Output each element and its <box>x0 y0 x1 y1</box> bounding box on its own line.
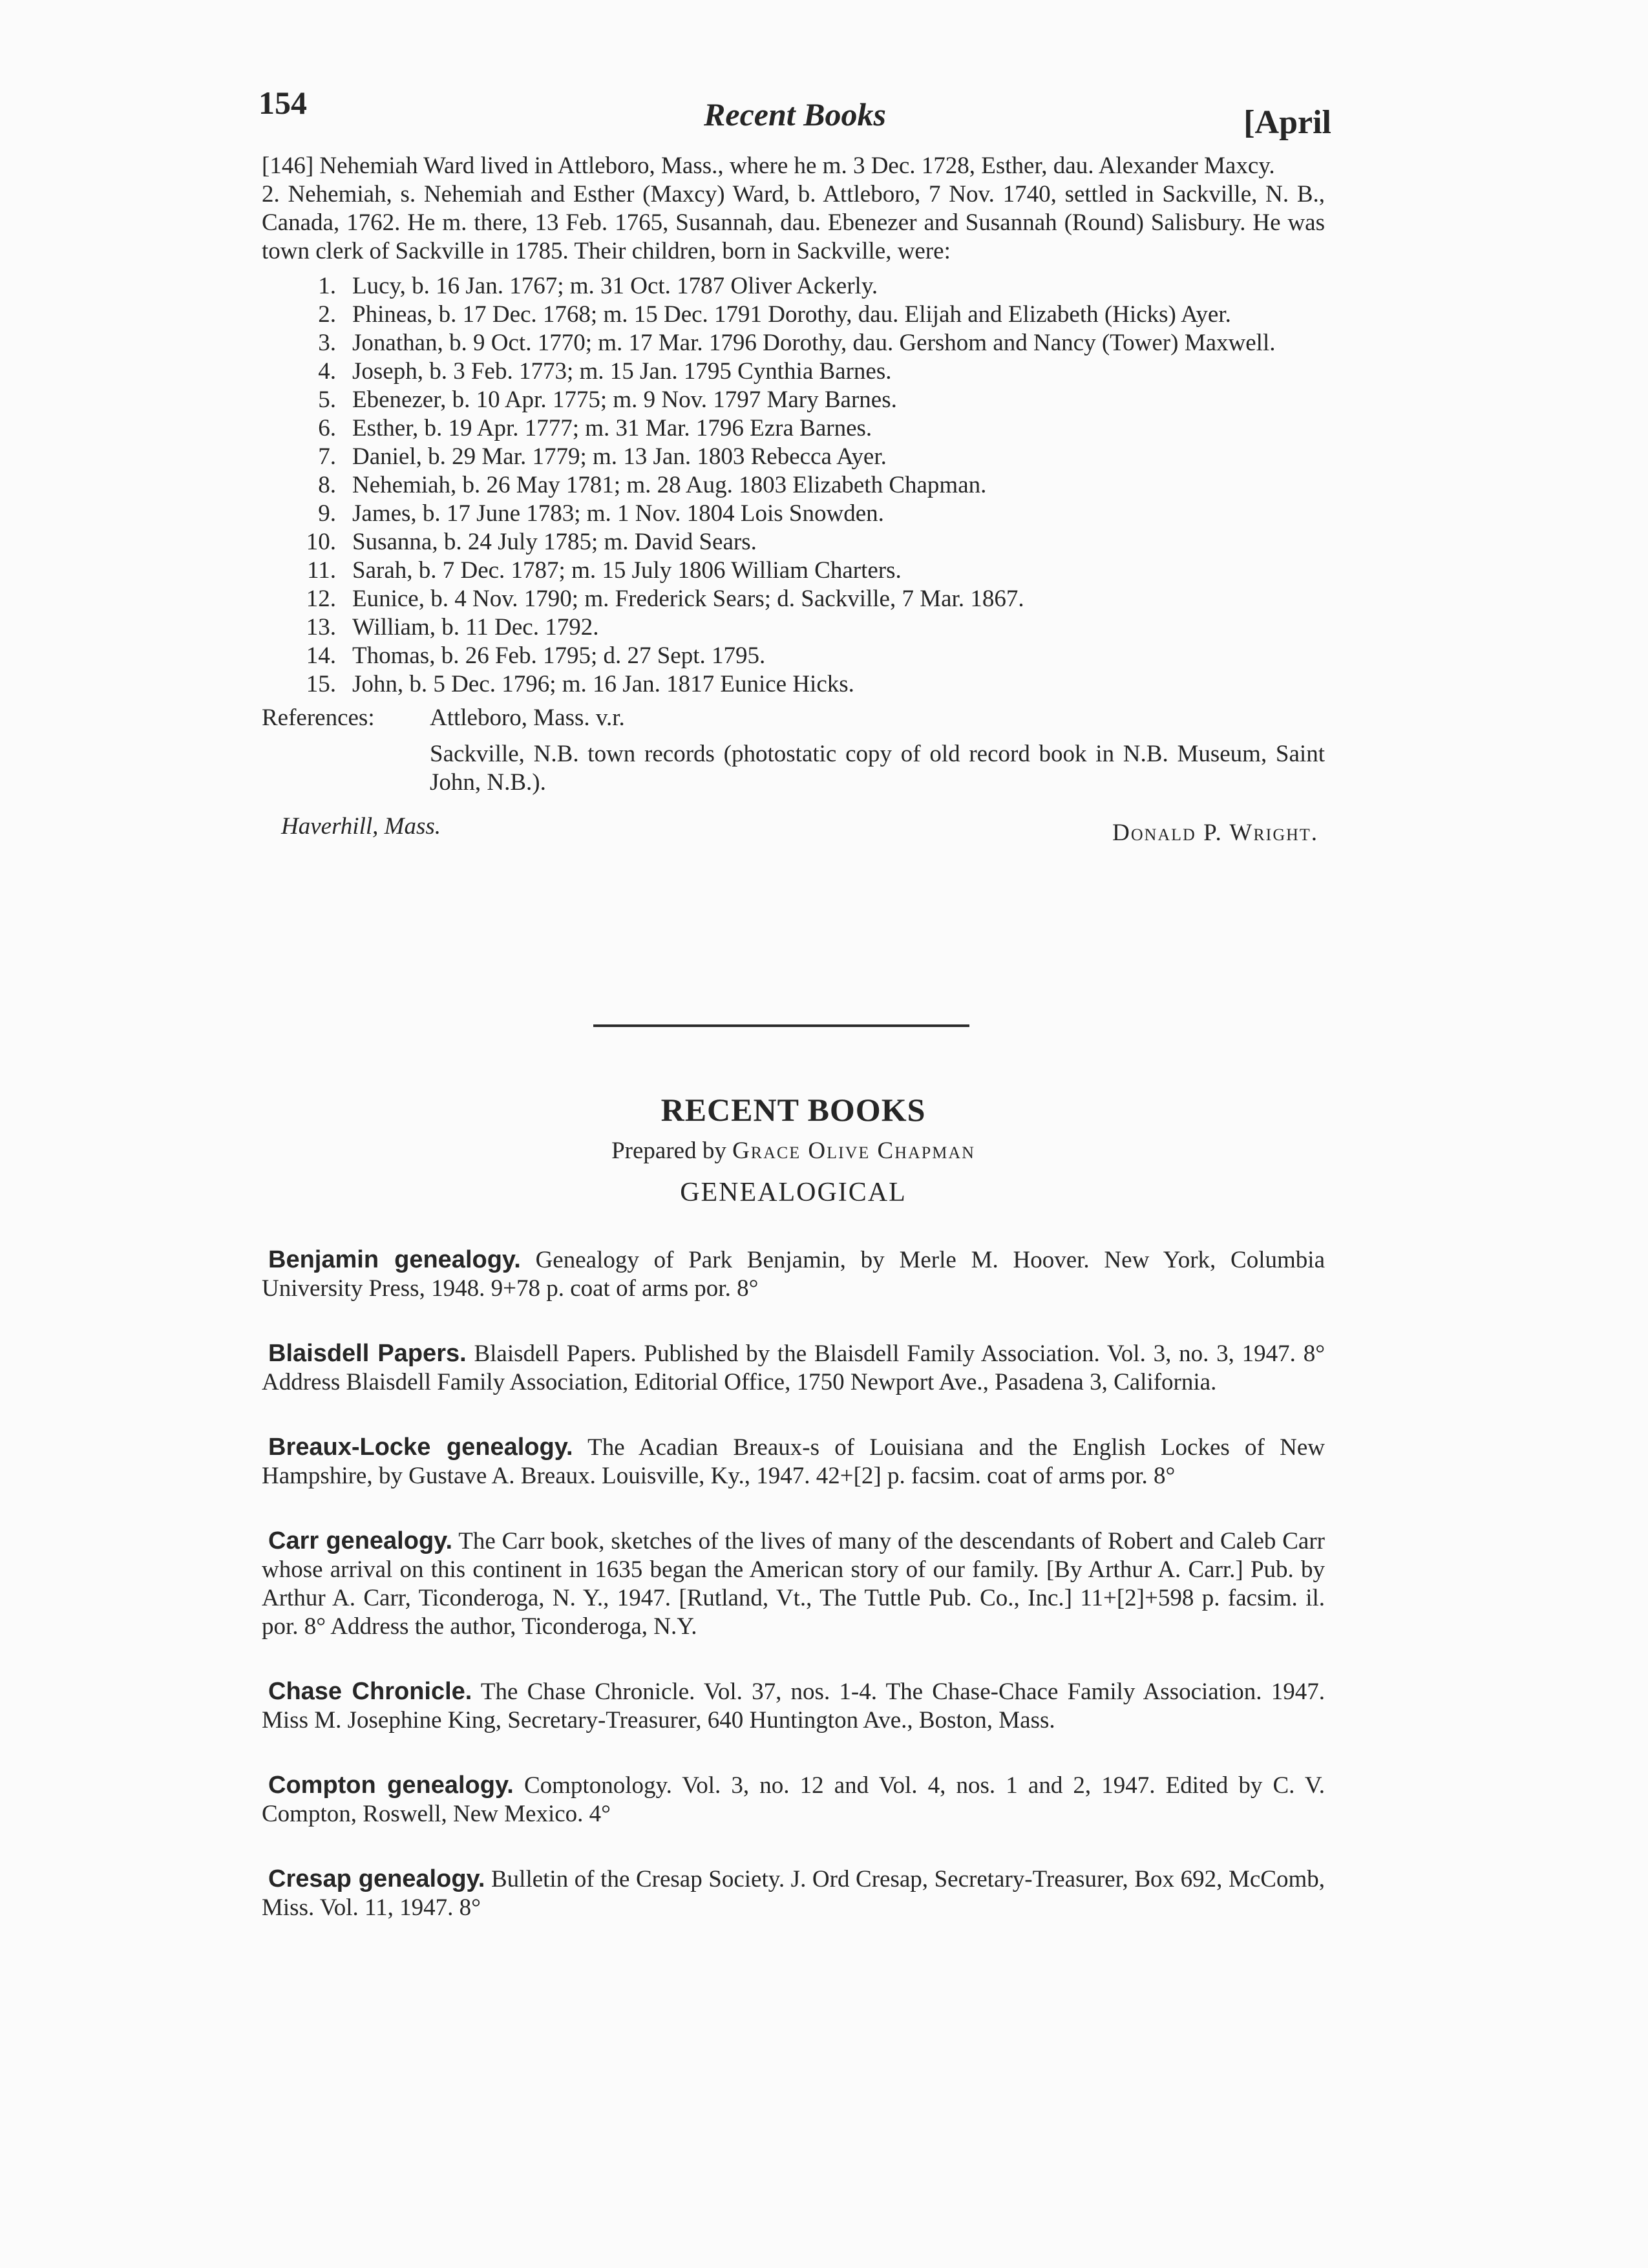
entry-heading: Cresap genealogy. <box>268 1865 485 1892</box>
entry-heading: Blaisdell Papers. <box>268 1340 467 1367</box>
reference-item: Sackville, N.B. town records (photostatic copy of old record book in N.B. Museum, Saint John, N.B.). <box>430 741 1325 796</box>
entry-body: The Acadian Breaux-s of Louisiana and the English Lockes of New Hampshire, by Gustave A. Breaux. Louisville, Ky., 1947. 42+[2] p. facsim. coat of arms por. 8° <box>262 1434 1325 1489</box>
list-item <box>262 471 1325 500</box>
list-item <box>262 1433 1325 1490</box>
child-number: 14. <box>306 642 336 669</box>
child-text: Joseph, b. 3 Feb. 1773; m. 15 Jan. 1795 Cynthia Barnes. <box>352 358 892 385</box>
child-number: 4. <box>318 358 336 385</box>
credit-name: Grace Olive Chapman <box>732 1138 975 1164</box>
list-item <box>262 556 1325 585</box>
entry-body: The Chase Chronicle. Vol. 37, nos. 1-4. The Chase-Chace Family Association. 1947. Miss M. Josephine King, Secretary-Treasurer, 640 Huntington Ave., Boston, Mass. <box>262 1679 1325 1733</box>
child-text: Thomas, b. 26 Feb. 1795; d. 27 Sept. 1795. <box>352 642 766 669</box>
child-number: 12. <box>306 586 336 612</box>
child-text: Nehemiah, b. 26 May 1781; m. 28 Aug. 1803 Elizabeth Chapman. <box>352 472 987 498</box>
child-text: Eunice, b. 4 Nov. 1790; m. Frederick Sears; d. Sackville, 7 Mar. 1867. <box>352 586 1024 612</box>
child-text: William, b. 11 Dec. 1792. <box>352 614 599 641</box>
child-number: 3. <box>318 330 336 356</box>
entry-heading: Compton genealogy. <box>268 1772 514 1799</box>
list-item <box>262 1677 1325 1735</box>
list-item <box>262 1771 1325 1828</box>
child-text: Susanna, b. 24 July 1785; m. David Sears. <box>352 529 757 555</box>
reference-item: Attleboro, Mass. v.r. <box>430 705 625 731</box>
page-number: 154 <box>259 85 307 121</box>
child-number: 7. <box>318 443 336 470</box>
child-number: 5. <box>318 387 336 413</box>
entry-heading: Carr genealogy. <box>268 1527 453 1554</box>
entry-body: Comptonology. Vol. 3, no. 12 and Vol. 4, nos. 1 and 2, 1947. Edited by C. V. Compton, Roswell, New Mexico. 4° <box>262 1772 1326 1827</box>
entry-body: Bulletin of the Cresap Society. J. Ord Cresap, Secretary-Treasurer, Box 692, McComb, Miss. Vol. 11, 1947. 8° <box>262 1866 1325 1921</box>
list-item <box>262 414 1325 443</box>
list-item <box>262 1865 1325 1922</box>
list-item <box>262 613 1325 642</box>
child-text: Lucy, b. 16 Jan. 1767; m. 31 Oct. 1787 Oliver Ackerly. <box>352 273 878 299</box>
list-item <box>262 386 1325 414</box>
child-text: Sarah, b. 7 Dec. 1787; m. 15 July 1806 William Charters. <box>352 557 902 584</box>
running-title: Recent Books <box>704 96 886 132</box>
page-header <box>259 78 1331 141</box>
entry-heading: Benjamin genealogy. <box>268 1246 521 1273</box>
child-number: 15. <box>306 671 336 697</box>
entry-body: Genealogy of Park Benjamin, by Merle M. Hoover. New York, Columbia University Press, 1948. 9+78 p. coat of arms por. 8° <box>262 1247 1325 1302</box>
references-label: References: <box>262 705 375 731</box>
child-number: 11. <box>307 557 336 584</box>
recent-books-section <box>262 1092 1326 1958</box>
child-number: 6. <box>318 415 336 441</box>
child-number: 13. <box>306 614 336 641</box>
entry-heading: Breaux-Locke genealogy. <box>268 1434 573 1461</box>
list-item <box>262 642 1325 670</box>
signature <box>262 812 1325 851</box>
credit-label: Prepared by <box>611 1138 726 1164</box>
genealogy-article <box>262 152 1325 851</box>
child-number: 8. <box>318 472 336 498</box>
child-text: Daniel, b. 29 Mar. 1779; m. 13 Jan. 1803 Rebecca Ayer. <box>352 443 887 470</box>
list-item <box>262 585 1325 613</box>
child-number: 1. <box>318 273 336 299</box>
list-item <box>262 670 1325 699</box>
list-item <box>262 528 1325 556</box>
child-text: John, b. 5 Dec. 1796; m. 16 Jan. 1817 Eunice Hicks. <box>352 671 854 697</box>
author-place: Haverhill, Mass. <box>281 813 441 840</box>
entry-body: The Carr book, sketches of the lives of many of the descendants of Robert and Caleb Carr whose arrival on this continent in 1635 began the American story of our family. [By Arthur A. Carr.] Pub. by Arthur A. Carr, Ticonderoga, N. Y., 1947. [Rutland, Vt., The Tuttle Pub. Co., Inc.] 11+[2]+598 p. facsim. il. por. 8° Address the author, Ticonderoga, N.Y. <box>262 1528 1325 1640</box>
list-item <box>262 1527 1325 1641</box>
list-item <box>262 1245 1325 1303</box>
entry-heading: Chase Chronicle. <box>268 1678 472 1705</box>
intro-paragraph: [146] Nehemiah Ward lived in Attleboro, Mass., where he m. 3 Dec. 1728, Esther, dau. Alexander Maxcy. <box>262 153 1275 179</box>
author-name: Donald P. Wright. <box>1112 820 1318 846</box>
section-subtitle: GENEALOGICAL <box>680 1178 907 1207</box>
entry-body: Blaisdell Papers. Published by the Blaisdell Family Association. Vol. 3, no. 3, 1947. 8° Address Blaisdell Family Association, Editorial Office, 1750 Newport Ave., Pasadena 3, California. <box>262 1341 1325 1395</box>
header-date: [April <box>1243 104 1331 141</box>
section-title: RECENT BOOKS <box>660 1092 926 1128</box>
child-text: Ebenezer, b. 10 Apr. 1775; m. 9 Nov. 1797 Mary Barnes. <box>352 387 897 413</box>
child-text: Phineas, b. 17 Dec. 1768; m. 15 Dec. 1791 Dorothy, dau. Elijah and Elizabeth (Hicks) Ayer. <box>352 301 1231 328</box>
child-text: Esther, b. 19 Apr. 1777; m. 31 Mar. 1796 Ezra Barnes. <box>352 415 872 441</box>
references-first <box>262 704 1325 732</box>
list-item <box>262 1339 1325 1397</box>
child-number: 10. <box>306 529 336 555</box>
book-entries <box>262 1245 1325 1922</box>
child-number: 9. <box>318 500 336 527</box>
list-item <box>262 301 1325 329</box>
main-paragraph: 2. Nehemiah, s. Nehemiah and Esther (Maxcy) Ward, b. Attleboro, 7 Nov. 1740, settled in Sackville, N. B., Canada, 1762. He m. there, 13 Feb. 1765, Susannah, dau. Ebenezer and Susannah (Round) Salisbury. He was town clerk of Sackville in 1785. Their children, born in Sackville, were: <box>262 181 1325 264</box>
child-text: James, b. 17 June 1783; m. 1 Nov. 1804 Lois Snowden. <box>352 500 884 527</box>
child-text: Jonathan, b. 9 Oct. 1770; m. 17 Mar. 1796 Dorothy, dau. Gershom and Nancy (Tower) Maxwell. <box>352 330 1276 356</box>
list-item <box>262 357 1325 386</box>
child-number: 2. <box>318 301 336 328</box>
section-credit <box>262 1137 1325 1165</box>
list-item <box>262 329 1325 357</box>
list-item <box>262 443 1325 471</box>
section-divider <box>593 1024 969 1027</box>
list-item <box>262 272 1325 301</box>
references <box>262 704 1325 797</box>
list-item <box>262 500 1325 528</box>
children-list <box>262 272 1325 699</box>
